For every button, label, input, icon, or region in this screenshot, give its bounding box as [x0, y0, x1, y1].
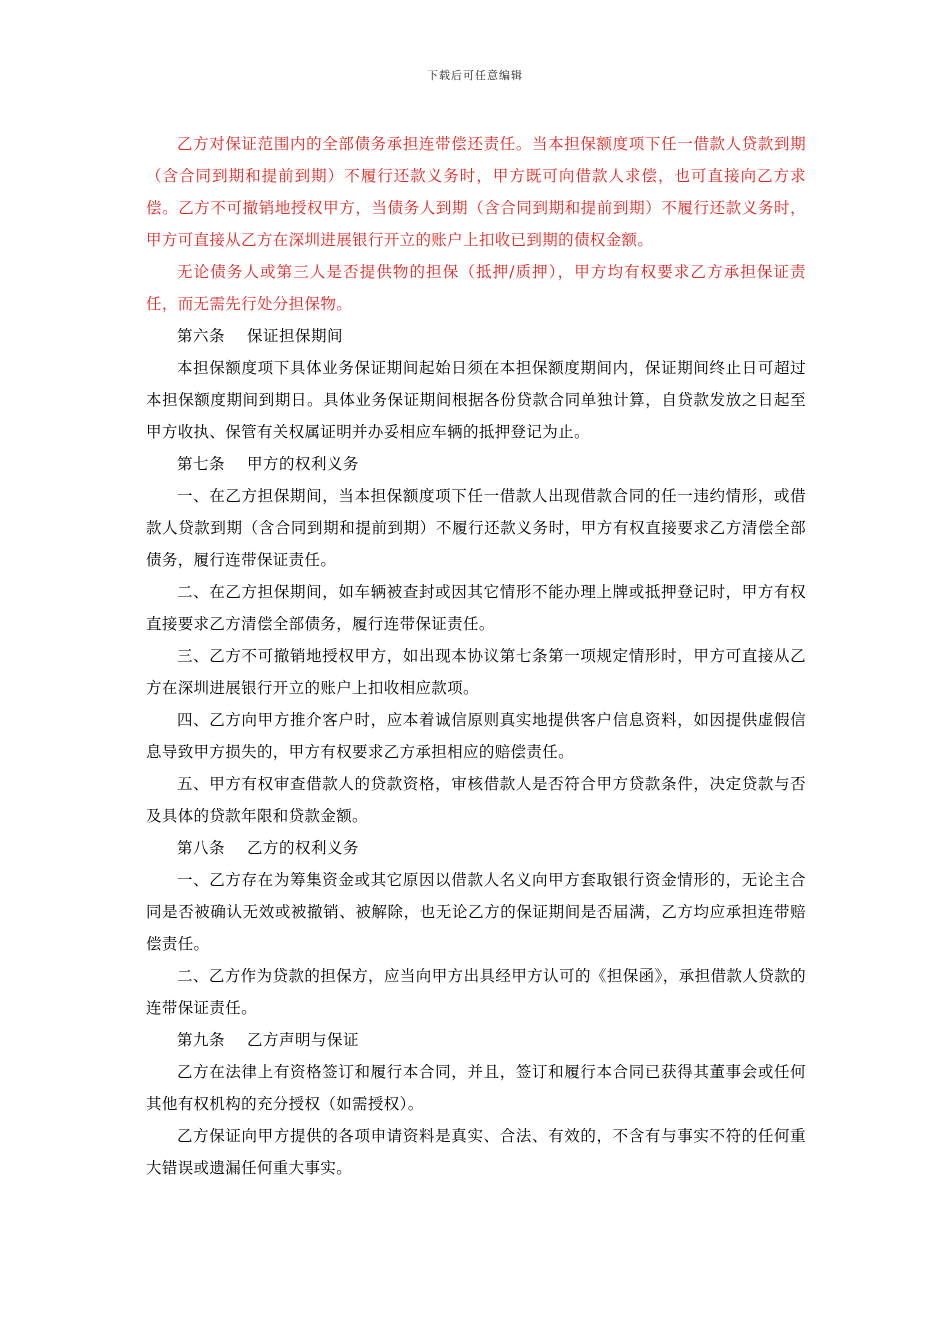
section-7-item-4: 四、乙方向甲方推介客户时，应本着诚信原则真实地提供客户信息资料，如因提供虚假信息导致甲方损失的，甲方有权要求乙方承担相应的赔偿责任。 — [146, 711, 806, 761]
section-heading-9 — [146, 1024, 806, 1056]
section-title: 乙方的权利义务 — [247, 839, 360, 857]
section-9-paragraph-1: 乙方在法律上有资格签订和履行本合同，并且，签订和履行本合同已获得其董事会或任何其他有权机构的充分授权（如需授权）。 — [146, 1063, 806, 1113]
section-number: 第九条 — [177, 1031, 226, 1049]
section-number: 第六条 — [177, 327, 226, 345]
section-title: 甲方的权利义务 — [247, 455, 360, 473]
section-7-item-2: 二、在乙方担保期间，如车辆被查封或因其它情形不能办理上牌或抵押登记时，甲方有权直接要求乙方清偿全部债务，履行连带保证责任。 — [146, 583, 806, 633]
page-header: 下载后可任意编辑 — [427, 69, 523, 82]
section-title: 保证担保期间 — [247, 327, 344, 345]
section-title: 乙方声明与保证 — [247, 1031, 360, 1049]
section-number: 第七条 — [177, 455, 226, 473]
paragraph-collateral: 无论债务人或第三人是否提供物的担保（抵押/质押），甲方均有权要求乙方承担保证责任，而无需先行处分担保物。 — [146, 263, 806, 313]
section-9-paragraph-2: 乙方保证向甲方提供的各项申请资料是真实、合法、有效的，不含有与事实不符的任何重大错误或遗漏任何重大事实。 — [146, 1127, 806, 1177]
section-8-item-1: 一、乙方存在为筹集资金或其它原因以借款人名义向甲方套取银行资金情形的，无论主合同是否被确认无效或被撤销、被解除，也无论乙方的保证期间是否届满，乙方均应承担连带赔偿责任。 — [146, 871, 806, 953]
section-7-item-1: 一、在乙方担保期间，当本担保额度项下任一借款人出现借款合同的任一违约情形，或借款人贷款到期（含合同到期和提前到期）不履行还款义务时，甲方有权直接要求乙方清偿全部债务，履行连带保证责任。 — [146, 487, 806, 569]
section-7-item-3: 三、乙方不可撤销地授权甲方，如出现本协议第七条第一项规定情形时，甲方可直接从乙方在深圳进展银行开立的账户上扣收相应款项。 — [146, 647, 806, 697]
paragraph-joint-liability: 乙方对保证范围内的全部债务承担连带偿还责任。当本担保额度项下任一借款人贷款到期（含合同到期和提前到期）不履行还款义务时，甲方既可向借款人求偿，也可直接向乙方求偿。乙方不可撤销地授权甲方，当债务人到期（含合同到期和提前到期）不履行还款义务时，甲方可直接从乙方在深圳进展银行开立的账户上扣收已到期的债权金额。 — [146, 135, 806, 249]
section-heading-7 — [146, 448, 806, 480]
document-body — [146, 128, 806, 1184]
section-number: 第八条 — [177, 839, 226, 857]
section-heading-8 — [146, 832, 806, 864]
section-heading-6 — [146, 320, 806, 352]
section-8-item-2: 二、乙方作为贷款的担保方，应当向甲方出具经甲方认可的《担保函》，承担借款人贷款的连带保证责任。 — [146, 967, 806, 1017]
section-6-paragraph: 本担保额度项下具体业务保证期间起始日须在本担保额度期间内，保证期间终止日可超过本担保额度期间到期日。具体业务保证期间根据各份贷款合同单独计算，自贷款发放之日起至甲方收执、保管有关权属证明并办妥相应车辆的抵押登记为止。 — [146, 359, 806, 441]
section-7-item-5: 五、甲方有权审查借款人的贷款资格，审核借款人是否符合甲方贷款条件，决定贷款与否及具体的贷款年限和贷款金额。 — [146, 775, 806, 825]
